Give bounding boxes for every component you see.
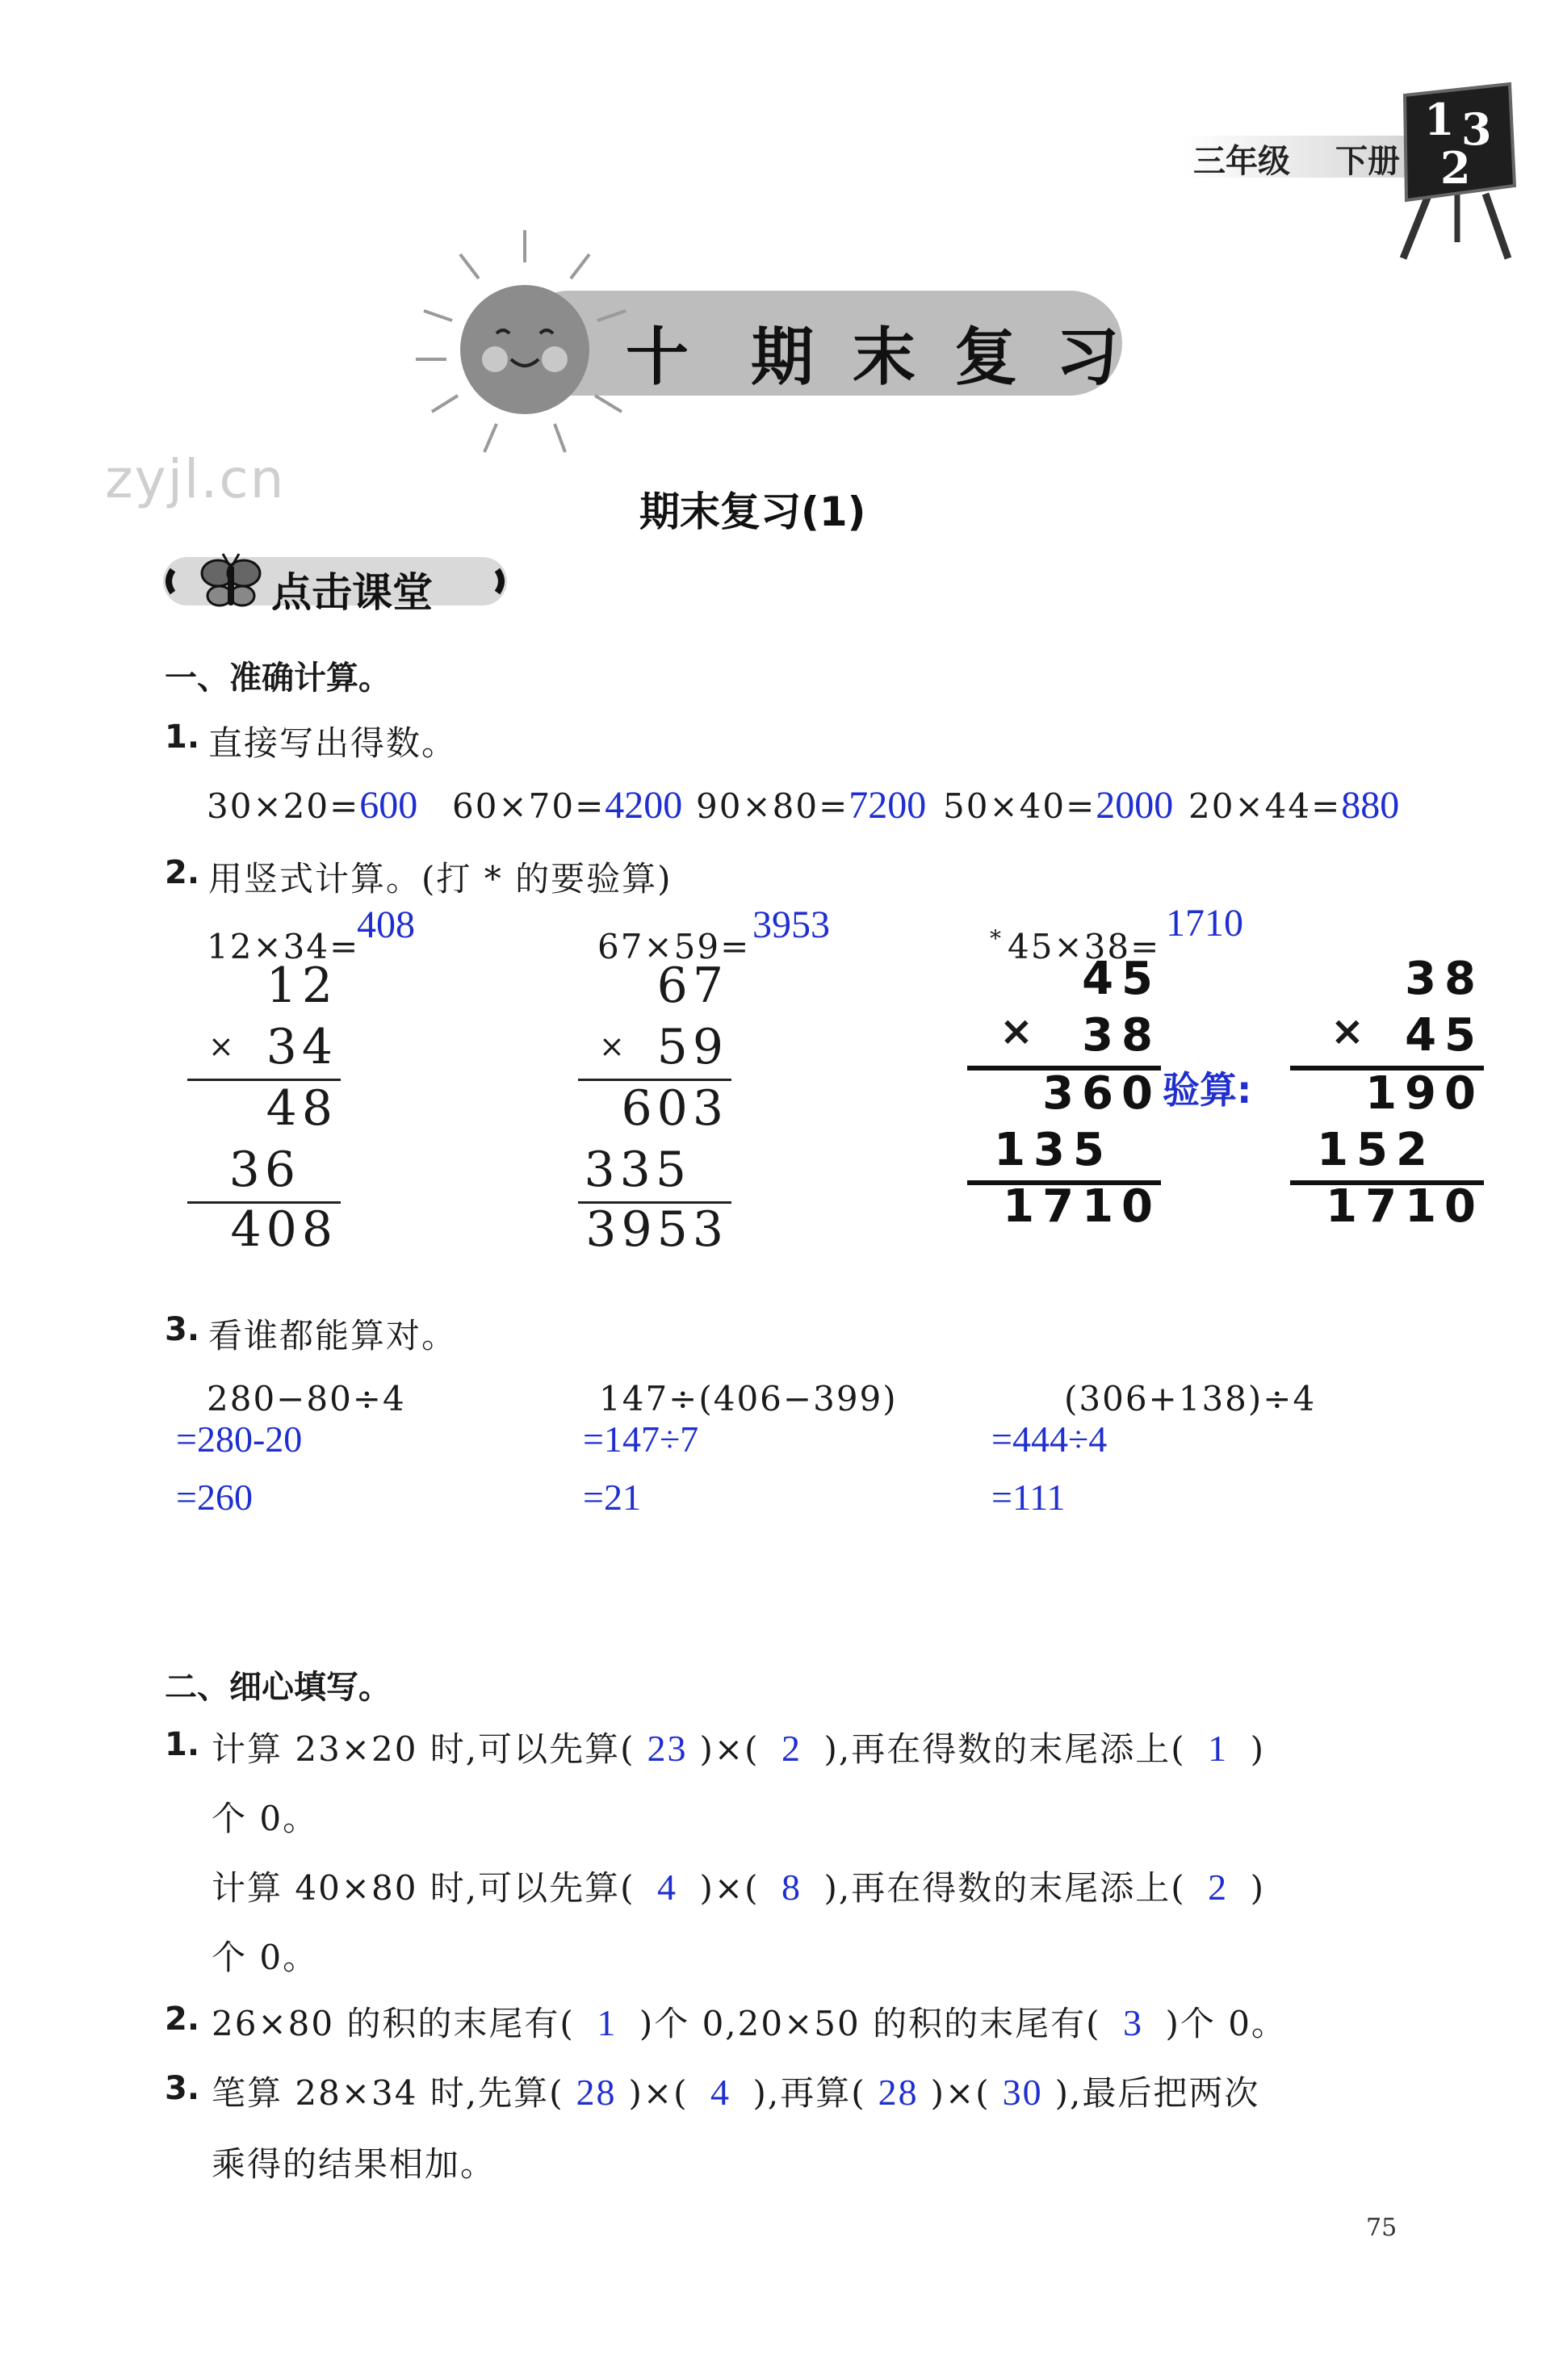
- calc-a-expr: 12×34=: [207, 927, 360, 966]
- calc-c-star: *: [990, 925, 1001, 952]
- oral-expr: 90×80=: [696, 786, 849, 826]
- fill-answer: 1: [1208, 1728, 1229, 1769]
- fill-answer: 2: [1208, 1867, 1229, 1908]
- check-row: 152: [1317, 1124, 1435, 1176]
- class-banner-label: 点击课堂: [271, 569, 433, 616]
- section1-title: 一、准确计算。: [165, 660, 391, 697]
- calc-b-answer: 3953: [752, 903, 830, 946]
- s2-q1-line2: [212, 1862, 1265, 1910]
- s2-q3-line: [212, 2067, 1259, 2115]
- times-sign: ×: [1330, 1008, 1364, 1054]
- text: )×(: [930, 2073, 991, 2113]
- mixed-expr: (306+138)÷4: [1064, 1379, 1317, 1418]
- calc-b-row: 67: [656, 957, 728, 1014]
- s2-q1-line1: [212, 1723, 1265, 1771]
- q3-label: 3.: [165, 1311, 200, 1348]
- chapter-title: 期末复习: [751, 321, 1159, 394]
- times-sign: ×: [999, 1008, 1033, 1054]
- check-row: 190: [1365, 1067, 1484, 1120]
- oral-expr: 50×40=: [943, 786, 1096, 826]
- oral-answer: 4200: [605, 784, 683, 827]
- sun-icon: [408, 230, 650, 464]
- calc-c-work: [967, 953, 1161, 1233]
- s2-q2-label: 2.: [165, 2001, 200, 2038]
- calc-b-row: 603: [621, 1080, 728, 1137]
- mixed-step: =260: [176, 1477, 253, 1518]
- calc-c-row: 135: [994, 1124, 1113, 1176]
- blackboard-icon: [1397, 81, 1518, 266]
- text: 计算 40×80 时,可以先算(: [212, 1868, 635, 1908]
- text: ),再在得数的末尾添上(: [823, 1729, 1186, 1769]
- q3-text: 看谁都能算对。: [208, 1316, 458, 1356]
- s2-q1-line1-cont: 个 0。: [212, 1799, 319, 1838]
- oral-expr: 60×70=: [452, 786, 606, 826]
- oral-item: [1188, 783, 1399, 828]
- text: ),再算(: [752, 2073, 866, 2113]
- page-number: 75: [1366, 2214, 1397, 2242]
- calc-a-row: 408: [230, 1201, 337, 1258]
- calc-c-row: 45: [1082, 953, 1161, 1005]
- header-grade: 三年级: [1193, 143, 1290, 180]
- text: )×(: [699, 1729, 760, 1769]
- section2-title: 二、细心填写。: [165, 1669, 391, 1706]
- watermark: zyjl.cn: [105, 448, 286, 510]
- oral-answer: 2000: [1096, 784, 1174, 827]
- check-row: 38: [1405, 953, 1484, 1005]
- calc-c-row: 360: [1042, 1067, 1161, 1120]
- oral-answer: 600: [359, 784, 418, 827]
- chapter-number: 十: [626, 321, 689, 394]
- calc-a-row: 12: [266, 957, 337, 1014]
- mixed-problem: [176, 1379, 499, 1524]
- fill-answer: 4: [657, 1867, 678, 1908]
- oral-expr: 30×20=: [207, 786, 360, 826]
- oral-expr: 20×44=: [1188, 786, 1342, 826]
- q2-label: 2.: [165, 854, 200, 891]
- calc-a-row: 36: [228, 1142, 300, 1198]
- text: ): [1250, 1729, 1266, 1769]
- fill-answer: 8: [782, 1867, 802, 1908]
- badge-digit-2: 3: [1461, 103, 1492, 155]
- calc-c-check: [1290, 953, 1484, 1233]
- header-volume: 下册: [1335, 143, 1400, 180]
- calc-b-row: 335: [584, 1142, 691, 1198]
- fill-answer: 4: [710, 2072, 731, 2113]
- mixed-expr: 280−80÷4: [207, 1379, 406, 1418]
- calc-c-expr: 45×38=: [1008, 927, 1161, 966]
- oral-answer: 7200: [849, 784, 927, 827]
- text: )个 0,20×50 的积的末尾有(: [639, 2004, 1101, 2043]
- check-row: 45: [1405, 1009, 1484, 1062]
- check-label: 验算:: [1163, 1068, 1252, 1112]
- calc-a-answer: 408: [357, 903, 415, 946]
- fill-answer: 30: [1002, 2072, 1043, 2113]
- fill-answer: 2: [782, 1728, 802, 1769]
- fill-answer: 28: [878, 2072, 919, 2113]
- calc-b-expr: 67×59=: [597, 927, 751, 966]
- s2-q1-label: 1.: [165, 1726, 200, 1763]
- oral-item: [943, 783, 1173, 828]
- calc-a-row: 34: [266, 1019, 337, 1075]
- text: ): [1250, 1868, 1266, 1908]
- fill-answer: 28: [576, 2072, 617, 2113]
- oral-item: [452, 783, 682, 828]
- fill-answer: 23: [647, 1728, 688, 1769]
- q1-text: 直接写出得数。: [208, 723, 458, 763]
- lesson-title: 期末复习(1): [639, 488, 866, 535]
- q2-text: 用竖式计算。(打 * 的要验算): [208, 859, 673, 899]
- text: 笔算 28×34 时,先算(: [212, 2073, 564, 2113]
- mixed-step: =280-20: [176, 1418, 303, 1460]
- calc-c-row: 38: [1082, 1009, 1161, 1062]
- calc-c-row: 1710: [1003, 1180, 1161, 1233]
- oral-answer: 880: [1341, 784, 1400, 827]
- calc-a-row: 48: [266, 1080, 337, 1137]
- fill-answer: 1: [597, 2002, 618, 2043]
- mixed-step: =147÷7: [583, 1418, 699, 1460]
- text: )×(: [699, 1868, 760, 1908]
- text: ),最后把两次: [1054, 2073, 1260, 2113]
- mixed-expr: 147÷(406−399): [599, 1379, 898, 1418]
- oral-item: [207, 783, 417, 828]
- fill-answer: 3: [1122, 2002, 1143, 2043]
- text: 计算 23×20 时,可以先算(: [212, 1729, 635, 1769]
- times-sign: ×: [208, 1029, 234, 1064]
- s2-q3-label: 3.: [165, 2070, 200, 2107]
- mixed-step: =444÷4: [991, 1418, 1108, 1460]
- butterfly-icon: [199, 551, 263, 615]
- s2-q1-line2-cont: 个 0。: [212, 1938, 319, 1977]
- calc-b-row: 3953: [585, 1201, 728, 1258]
- calc-a-work: [187, 957, 341, 1256]
- mixed-problem: [991, 1379, 1395, 1524]
- mixed-step: =111: [991, 1477, 1066, 1518]
- calc-c-answer: 1710: [1166, 902, 1243, 945]
- text: )×(: [628, 2073, 689, 2113]
- oral-item: [696, 783, 926, 828]
- text: ),再在得数的末尾添上(: [823, 1868, 1186, 1908]
- check-row: 1710: [1326, 1180, 1484, 1233]
- s2-q3-cont: 乘得的结果相加。: [212, 2144, 497, 2184]
- times-sign: ×: [599, 1029, 625, 1064]
- mixed-problem: [583, 1379, 987, 1524]
- q1-label: 1.: [165, 719, 200, 756]
- badge-digit-1: 1: [1424, 94, 1455, 145]
- calc-b-work: [578, 957, 731, 1256]
- text: 26×80 的积的末尾有(: [212, 2004, 575, 2043]
- badge-digit-3: 2: [1440, 142, 1471, 194]
- mixed-step: =21: [583, 1477, 641, 1518]
- text: )个 0。: [1165, 2004, 1287, 2043]
- s2-q2-line: [212, 1997, 1287, 2046]
- class-banner: [161, 549, 509, 614]
- calc-b-row: 59: [656, 1019, 728, 1075]
